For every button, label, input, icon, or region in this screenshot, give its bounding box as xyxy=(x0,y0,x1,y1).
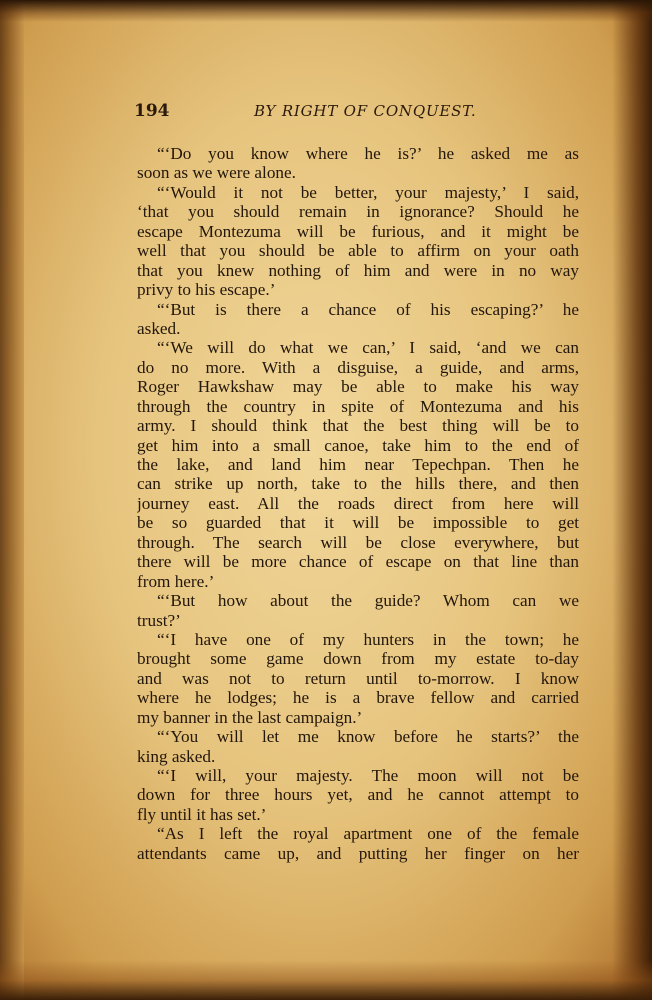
running-title: BY RIGHT OF CONQUEST. xyxy=(254,102,477,120)
text-line: asked. xyxy=(137,318,181,338)
text-line: “‘I have one of my hunters in the town; he xyxy=(157,629,579,649)
text-line: through the country in spite of Montezuma and his xyxy=(137,396,579,416)
text-line: and was not to return until to-morrow. I know xyxy=(137,668,579,688)
text-line: brought some game down from my estate to-day xyxy=(137,649,579,669)
text-line: journey east. All the roads direct from here will xyxy=(137,493,579,513)
text-line: “‘But how about the guide? Whom can we xyxy=(157,591,579,611)
text-line: ‘that you should remain in ignorance? Should he xyxy=(137,202,579,222)
text-line: army. I should think that the best thing will be to xyxy=(137,416,579,436)
text-line: from here.’ xyxy=(137,571,215,591)
text-line: “‘Would it not be better, your majesty,’ I said, xyxy=(157,182,579,202)
text-line: trust?’ xyxy=(137,610,181,630)
text-line: soon as we were alone. xyxy=(137,163,296,183)
text-line: “‘I will, your majesty. The moon will not be xyxy=(157,766,579,785)
text-line: there will be more chance of escape on that line than xyxy=(137,552,579,572)
text-line: where he lodges; he is a brave fellow and carried xyxy=(137,688,579,708)
page-right-edge-shadow xyxy=(612,0,652,1000)
text-line: fly until it has set.’ xyxy=(137,804,267,824)
text-line: do no more. With a disguise, a guide, and arms, xyxy=(137,357,579,377)
text-line: well that you should be able to affirm on your oath xyxy=(137,241,579,261)
page-number: 194 xyxy=(134,101,170,121)
body-text xyxy=(137,144,579,863)
text-line: escape Montezuma will be furious, and it might be xyxy=(137,221,579,241)
page-top-shadow xyxy=(0,0,652,22)
book-spine-edge xyxy=(0,0,24,1000)
text-line: king asked. xyxy=(137,746,216,766)
text-line: my banner in the last campaign.’ xyxy=(137,707,363,727)
text-line: that you knew nothing of him and were in no way xyxy=(137,260,579,280)
text-line: Roger Hawkshaw may be able to make his way xyxy=(137,377,579,397)
text-line: “‘We will do what we can,’ I said, ‘and we can xyxy=(157,338,579,358)
text-line: “As I left the royal apartment one of the female xyxy=(157,824,579,844)
text-line: can strike up north, take to the hills there, and then xyxy=(137,474,579,494)
text-line: “‘You will let me know before he starts?’ the xyxy=(157,727,579,747)
text-line: be so guarded that it will be impossible to get xyxy=(137,513,579,533)
text-line: through. The search will be close everywhere, but xyxy=(137,532,579,552)
text-line: get him into a small canoe, take him to the end of xyxy=(137,435,579,455)
text-line: privy to his escape.’ xyxy=(137,280,276,300)
text-line: “‘Do you know where he is?’ he asked me as xyxy=(157,144,579,163)
page-header xyxy=(134,101,586,125)
text-line: down for three hours yet, and he cannot attempt to xyxy=(137,785,579,805)
text-line: “‘But is there a chance of his escaping?’ he xyxy=(157,299,579,319)
text-line: the lake, and land him near Tepechpan. Then he xyxy=(137,455,579,474)
text-line: attendants came up, and putting her finger on her xyxy=(137,843,579,863)
page-bottom-shadow xyxy=(0,960,652,1000)
